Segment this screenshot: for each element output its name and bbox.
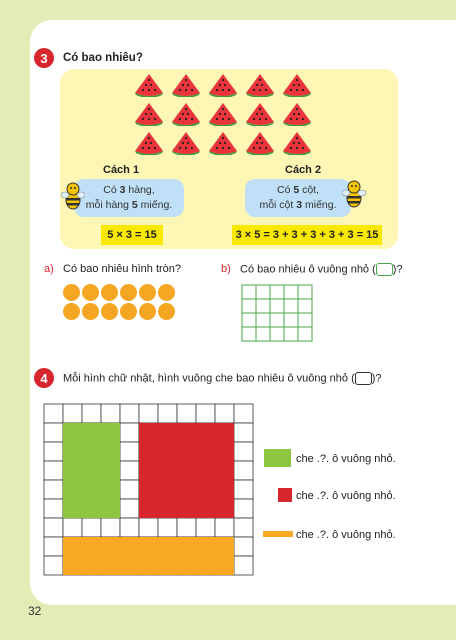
grid-cell xyxy=(284,313,298,327)
orange-circle xyxy=(120,284,137,301)
grid-cell xyxy=(120,499,139,518)
grid-cell xyxy=(44,537,63,556)
orange-rectangle-swatch xyxy=(263,531,293,537)
orange-circle xyxy=(158,284,175,301)
grid-cell xyxy=(120,404,139,423)
bee-icon xyxy=(61,180,85,212)
part-a-label: a) xyxy=(44,263,54,275)
grid-cell xyxy=(139,404,158,423)
orange-circle xyxy=(101,303,118,320)
legend-orange-text: che .?. ô vuông nhỏ. xyxy=(296,529,396,541)
grid-cell xyxy=(215,518,234,537)
green-rectangle-swatch xyxy=(264,449,291,467)
grid-cell xyxy=(82,404,101,423)
grid-cell xyxy=(256,285,270,299)
legend-green-text: che .?. ô vuông nhỏ. xyxy=(296,453,396,465)
grid-cell xyxy=(120,518,139,537)
grid-cell xyxy=(196,518,215,537)
orange-circle xyxy=(120,303,137,320)
grid-cell xyxy=(234,404,253,423)
grid-cell xyxy=(177,404,196,423)
grid-cell xyxy=(242,327,256,341)
grid-cell xyxy=(234,442,253,461)
green-square-grid xyxy=(241,284,313,342)
exercise-3-number: 3 xyxy=(34,48,54,68)
method-2-bubble: Có 5 cột, mỗi cột 3 miếng. xyxy=(245,179,351,217)
grid-cell xyxy=(139,518,158,537)
grid-cell xyxy=(234,461,253,480)
grid-cell xyxy=(270,299,284,313)
red-square-swatch xyxy=(278,488,292,502)
grid-cell xyxy=(242,313,256,327)
grid-cell xyxy=(101,518,120,537)
watermelon-slice-icon xyxy=(245,131,275,155)
small-square-icon xyxy=(355,372,372,385)
grid-cell xyxy=(234,537,253,556)
exercise-4-question: Mỗi hình chữ nhật, hình vuông che bao nhiêu ô vuông nhỏ ( )? xyxy=(63,372,382,385)
grid-cell xyxy=(234,499,253,518)
red-square xyxy=(139,423,234,518)
grid-cell xyxy=(120,423,139,442)
grid-cell xyxy=(270,285,284,299)
grid-cell xyxy=(256,299,270,313)
orange-rectangle xyxy=(63,537,234,575)
grid-cell xyxy=(63,518,82,537)
green-rectangle xyxy=(63,423,120,518)
grid-cell xyxy=(158,404,177,423)
orange-circle xyxy=(63,303,80,320)
watermelon-slice-icon xyxy=(282,73,312,97)
legend-red-text: che .?. ô vuông nhỏ. xyxy=(296,490,396,502)
method-1-title: Cách 1 xyxy=(103,164,140,176)
grid-cell xyxy=(44,518,63,537)
grid-cell xyxy=(158,518,177,537)
page-number: 32 xyxy=(28,604,42,618)
method-2-title: Cách 2 xyxy=(285,164,322,176)
watermelon-slice-icon xyxy=(171,131,201,155)
watermelon-slice-icon xyxy=(245,73,275,97)
large-square-grid xyxy=(43,403,255,585)
orange-circle xyxy=(139,284,156,301)
grid-cell xyxy=(120,480,139,499)
grid-cell xyxy=(284,327,298,341)
grid-cell xyxy=(44,423,63,442)
grid-cell xyxy=(44,461,63,480)
grid-cell xyxy=(256,327,270,341)
part-b-label: b) xyxy=(221,263,231,275)
grid-cell xyxy=(298,299,312,313)
grid-cell xyxy=(298,327,312,341)
watermelon-slice-icon xyxy=(171,73,201,97)
watermelon-slice-icon xyxy=(208,102,238,126)
grid-cell xyxy=(120,442,139,461)
grid-cell xyxy=(242,299,256,313)
grid-cell xyxy=(44,442,63,461)
small-square-icon xyxy=(376,263,393,276)
grid-cell xyxy=(101,404,120,423)
grid-cell xyxy=(270,313,284,327)
grid-cell xyxy=(234,480,253,499)
grid-cell xyxy=(284,299,298,313)
grid-cell xyxy=(120,461,139,480)
orange-circle xyxy=(139,303,156,320)
watermelon-slice-icon xyxy=(208,131,238,155)
grid-cell xyxy=(44,480,63,499)
orange-circle xyxy=(63,284,80,301)
watermelon-slice-icon xyxy=(245,102,275,126)
grid-cell xyxy=(298,313,312,327)
orange-circle xyxy=(101,284,118,301)
grid-cell xyxy=(63,404,82,423)
grid-cell xyxy=(44,404,63,423)
grid-cell xyxy=(234,518,253,537)
watermelon-slice-icon xyxy=(282,102,312,126)
grid-cell xyxy=(234,423,253,442)
grid-cell xyxy=(44,499,63,518)
grid-cell xyxy=(234,556,253,575)
bee-icon xyxy=(342,178,366,210)
grid-cell xyxy=(215,404,234,423)
watermelon-slice-icon xyxy=(134,102,164,126)
watermelon-slice-icon xyxy=(171,102,201,126)
grid-cell xyxy=(256,313,270,327)
grid-cell xyxy=(270,327,284,341)
watermelon-slice-icon xyxy=(282,131,312,155)
part-b-question: Có bao nhiêu ô vuông nhỏ ( )? xyxy=(240,263,403,276)
watermelon-slice-icon xyxy=(134,131,164,155)
exercise-4-number: 4 xyxy=(34,368,54,388)
watermelon-slice-icon xyxy=(134,73,164,97)
part-a-question: Có bao nhiêu hình tròn? xyxy=(63,263,182,275)
grid-cell xyxy=(177,518,196,537)
exercise-3-title: Có bao nhiêu? xyxy=(63,52,143,64)
grid-cell xyxy=(44,556,63,575)
orange-circle xyxy=(82,284,99,301)
watermelon-slice-icon xyxy=(208,73,238,97)
method-1-bubble: Có 3 hàng, mỗi hàng 5 miếng. xyxy=(74,179,184,217)
method-2-calculation: 3 × 5 = 3 + 3 + 3 + 3 + 3 = 15 xyxy=(232,225,382,245)
grid-cell xyxy=(82,518,101,537)
method-1-calculation: 5 × 3 = 15 xyxy=(101,225,163,245)
grid-cell xyxy=(298,285,312,299)
orange-circle xyxy=(158,303,175,320)
grid-cell xyxy=(196,404,215,423)
orange-circle xyxy=(82,303,99,320)
grid-cell xyxy=(284,285,298,299)
grid-cell xyxy=(242,285,256,299)
